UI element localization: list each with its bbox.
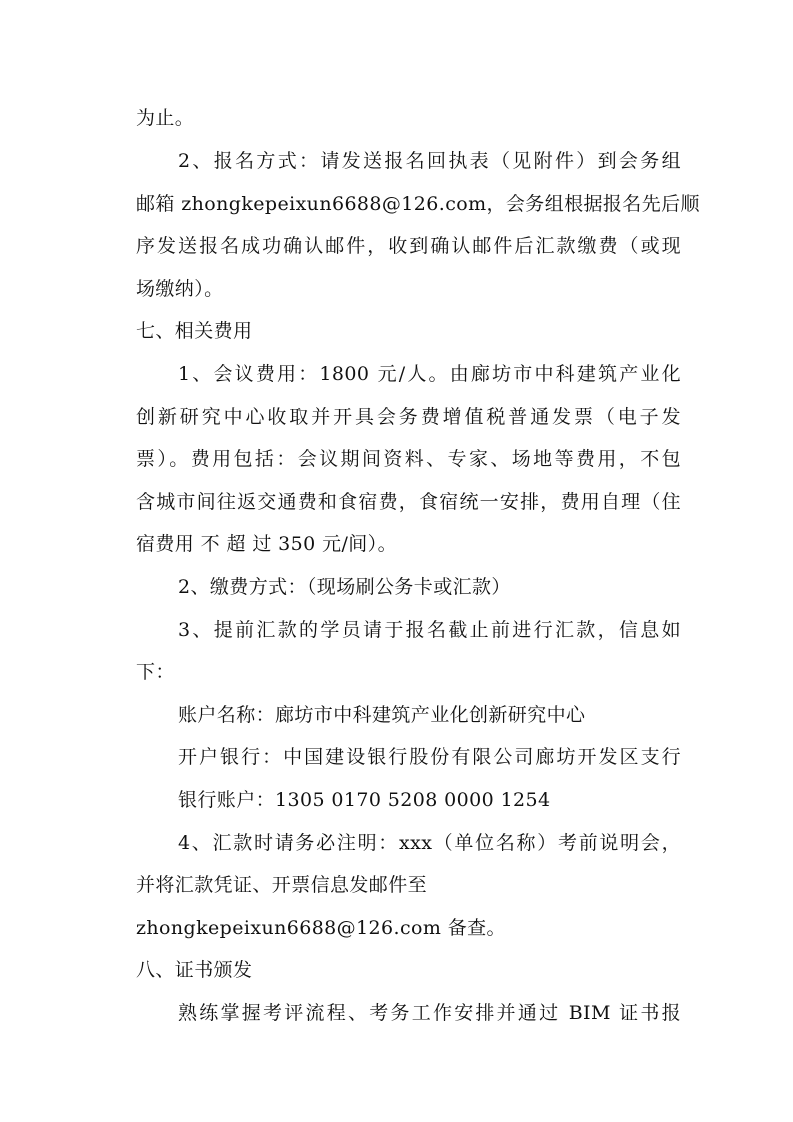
section-heading: 七、相关费用 bbox=[136, 320, 253, 342]
paragraph-line: 3、提前汇款的学员请于报名截止前进行汇款，信息如 bbox=[178, 619, 681, 641]
paragraph-line: 1、会议费用：1800 元/人。由廊坊市中科建筑产业化 bbox=[178, 363, 681, 385]
paragraph-line: 4、汇款时请务必注明：xxx（单位名称）考前说明会， bbox=[178, 832, 681, 854]
paragraph-line: 序发送报名成功确认邮件，收到确认邮件后汇款缴费（或现 bbox=[136, 235, 681, 257]
paragraph-line: 2、缴费方式：（现场刷公务卡或汇款） bbox=[178, 576, 511, 598]
bank-line: 开户银行：中国建设银行股份有限公司廊坊开发区支行 bbox=[178, 746, 681, 768]
paragraph-line: 含城市间往返交通费和食宿费，食宿统一安排，费用自理（住 bbox=[136, 491, 681, 513]
paragraph-line: 下： bbox=[136, 661, 175, 683]
paragraph-line: 熟练掌握考评流程、考务工作安排并通过 BIM 证书报 bbox=[178, 1002, 681, 1024]
paragraph-line: 2、报名方式：请发送报名回执表（见附件）到会务组 bbox=[178, 150, 681, 172]
bank-account-line: 银行账户：1305 0170 5208 0000 1254 bbox=[178, 789, 551, 811]
paragraph-line: zhongkepeixun6688@126.com 备查。 bbox=[136, 917, 506, 939]
account-name-line: 账户名称：廊坊市中科建筑产业化创新研究中心 bbox=[178, 704, 586, 726]
paragraph-line: 场缴纳）。 bbox=[136, 278, 224, 300]
paragraph-line: 并将汇款凭证、开票信息发邮件至 bbox=[136, 874, 428, 896]
section-heading: 八、证书颁发 bbox=[136, 959, 253, 981]
paragraph-line: 宿费用 不 超 过 350 元/间）。 bbox=[136, 533, 397, 555]
paragraph-line: 票）。费用包括：会议期间资料、专家、场地等费用，不包 bbox=[136, 448, 681, 470]
paragraph-line: 为止。 bbox=[136, 107, 195, 129]
paragraph-line: 邮箱 zhongkepeixun6688@126.com，会务组根据报名先后顺 bbox=[136, 193, 700, 215]
paragraph-line: 创新研究中心收取并开具会务费增值税普通发票（电子发 bbox=[136, 406, 681, 428]
